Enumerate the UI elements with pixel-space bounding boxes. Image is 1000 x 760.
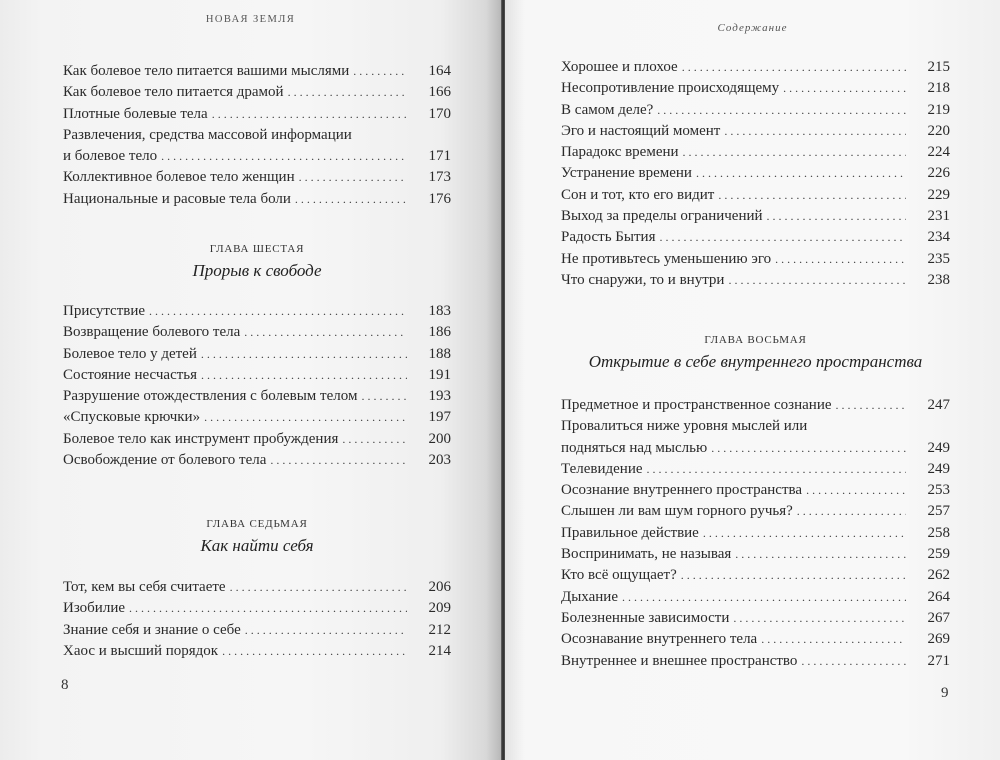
leader-dots xyxy=(361,386,407,407)
toc-entry-title: Несопротивление происходящему xyxy=(561,80,780,97)
toc-entry[interactable] xyxy=(63,450,451,471)
toc-entry-title: Правильное действие xyxy=(561,524,699,541)
toc-entry-page: 220 xyxy=(927,122,950,139)
toc-entry-page: 197 xyxy=(428,409,451,426)
toc-entry-page: 206 xyxy=(428,579,451,595)
leader-dots xyxy=(711,438,906,459)
toc-entry-title: Выход за пределы ограничений xyxy=(561,208,763,225)
toc-entry-title: Устранение времени xyxy=(561,165,692,182)
leader-dots xyxy=(761,629,906,650)
leader-dots xyxy=(728,270,906,291)
leader-dots xyxy=(201,344,407,365)
toc-entry[interactable] xyxy=(561,163,950,184)
toc-entry[interactable] xyxy=(561,227,950,248)
toc-entry-title: Как болевое тело питается драмой xyxy=(63,84,284,101)
toc-entry-title: Эго и настоящий момент xyxy=(561,122,721,139)
toc-entry[interactable] xyxy=(63,61,451,82)
toc-entry-title: Национальные и расовые тела боли xyxy=(63,190,291,207)
leader-dots xyxy=(161,146,407,167)
toc-entry-title: Парадокс времени xyxy=(561,144,679,161)
running-head-right: Содержание xyxy=(717,22,788,34)
leader-dots xyxy=(647,459,906,480)
toc-entry[interactable] xyxy=(561,270,950,291)
leader-dots xyxy=(806,480,906,501)
toc-entry-page: 200 xyxy=(428,430,451,447)
toc-entry[interactable] xyxy=(561,206,950,227)
leader-dots xyxy=(801,651,906,672)
toc-entry-title: Внутреннее и внешнее пространство xyxy=(561,652,798,669)
toc-entry-page: 231 xyxy=(927,208,950,225)
toc-entry-title: Дыхание xyxy=(561,588,618,605)
toc-entry-page: 218 xyxy=(927,80,950,97)
toc-section-ch8 xyxy=(561,395,950,672)
toc-entry-title: Изобилие xyxy=(63,600,125,617)
leader-dots xyxy=(299,167,407,188)
toc-entry-page: 234 xyxy=(927,229,950,246)
leader-dots xyxy=(201,365,407,386)
toc-entry-title: и болевое тело xyxy=(63,148,158,165)
leader-dots xyxy=(295,189,407,210)
toc-entry[interactable] xyxy=(63,104,451,125)
toc-entry-title: Разрушение отождествления с болевым телом xyxy=(63,388,358,405)
toc-entry-title: Присутствие xyxy=(63,303,146,319)
toc-entry-title: Осознание внутреннего пространства xyxy=(561,482,803,499)
toc-entry-title: Что снаружи, то и внутри xyxy=(561,271,725,288)
toc-entry-title: Слышен ли вам шум горного ручья? xyxy=(561,503,793,520)
leader-dots xyxy=(703,523,906,544)
toc-section-ch7-continued xyxy=(561,57,950,291)
chapter-7-label: ГЛАВА СЕДЬМАЯ xyxy=(206,518,308,530)
toc-entry-page: 209 xyxy=(428,600,451,617)
leader-dots xyxy=(222,641,407,662)
toc-entry-title: Сон и тот, кто его видит xyxy=(561,186,715,203)
toc-section-ch6 xyxy=(63,301,451,471)
toc-section-ch7 xyxy=(63,577,451,662)
toc-entry-page: 212 xyxy=(428,621,451,638)
leader-dots xyxy=(733,608,906,629)
toc-entry[interactable] xyxy=(63,386,451,407)
toc-entry-page: 267 xyxy=(927,609,950,626)
toc-entry-title: Осознавание внутреннего тела xyxy=(561,631,758,648)
toc-entry-page: 258 xyxy=(927,524,950,541)
toc-entry-title: Не противьтесь уменьшению эго xyxy=(561,250,772,267)
toc-entry[interactable] xyxy=(63,344,451,365)
leader-dots xyxy=(683,142,906,163)
toc-entry[interactable] xyxy=(63,620,451,641)
toc-entry-title: Тот, кем вы себя считаете xyxy=(63,579,226,595)
toc-entry[interactable] xyxy=(561,121,950,142)
leader-dots xyxy=(149,301,407,322)
chapter-8-title[interactable]: Открытие в себе внутреннего пространства xyxy=(588,352,923,371)
leader-dots xyxy=(622,587,906,608)
toc-entry-line1[interactable] xyxy=(63,125,451,146)
toc-entry-page: 188 xyxy=(428,345,451,362)
toc-entry-title: В самом деле? xyxy=(561,101,654,118)
toc-entry-title: Освобождение от болевого тела xyxy=(63,452,267,469)
chapter-6-label: ГЛАВА ШЕСТАЯ xyxy=(209,243,305,255)
leader-dots xyxy=(735,544,906,565)
toc-entry-page: 171 xyxy=(428,148,451,165)
leader-dots xyxy=(245,620,407,641)
leader-dots xyxy=(270,450,407,471)
toc-entry-page: 183 xyxy=(428,303,451,319)
toc-entry-page: 173 xyxy=(428,169,451,186)
toc-section-ch5-continued xyxy=(63,61,451,210)
toc-entry-page: 259 xyxy=(927,546,950,563)
toc-entry[interactable] xyxy=(561,249,950,270)
toc-entry-page: 229 xyxy=(927,186,950,203)
toc-entry[interactable] xyxy=(561,523,950,544)
leader-dots xyxy=(696,163,906,184)
leader-dots xyxy=(718,185,906,206)
toc-entry-page: 176 xyxy=(428,190,451,207)
leader-dots xyxy=(775,249,906,270)
toc-entry-title: подняться над мыслью xyxy=(561,439,708,456)
leader-dots xyxy=(353,61,407,82)
leader-dots xyxy=(212,104,407,125)
toc-entry-title: Знание себя и знание о себе xyxy=(63,621,241,638)
leader-dots xyxy=(342,429,407,450)
toc-entry-page: 238 xyxy=(927,271,950,288)
toc-entry[interactable] xyxy=(63,407,451,428)
page-number-right: 9 xyxy=(941,685,949,701)
toc-entry[interactable] xyxy=(63,189,451,210)
toc-entry[interactable] xyxy=(561,100,950,121)
toc-entry[interactable] xyxy=(63,365,451,386)
toc-entry[interactable] xyxy=(561,57,950,78)
toc-entry[interactable] xyxy=(63,598,451,619)
leader-dots xyxy=(129,598,407,619)
toc-entry-page: 253 xyxy=(927,482,950,499)
toc-entry-page: 226 xyxy=(927,165,950,182)
toc-entry-title: Хорошее и плохое xyxy=(561,59,678,75)
chapter-7-title[interactable]: Как найти себя xyxy=(200,536,314,555)
leader-dots xyxy=(797,501,906,522)
running-head-left: НОВАЯ ЗЕМЛЯ xyxy=(205,14,296,25)
toc-entry-page: 224 xyxy=(927,144,950,161)
toc-entry-title: Коллективное болевое тело женщин xyxy=(63,169,295,186)
toc-entry[interactable] xyxy=(561,142,950,163)
toc-entry[interactable] xyxy=(63,322,451,343)
toc-entry-page: 170 xyxy=(428,105,451,122)
toc-entry-page: 247 xyxy=(927,397,950,413)
leader-dots xyxy=(204,407,407,428)
toc-entry-page: 164 xyxy=(428,63,451,79)
leader-dots xyxy=(767,206,906,227)
leader-dots xyxy=(783,78,906,99)
toc-entry-title: Болевое тело как инструмент пробуждения xyxy=(63,430,339,447)
toc-entry-title: Провалиться ниже уровня мыслей или xyxy=(561,418,808,435)
leader-dots xyxy=(682,57,906,78)
toc-entry[interactable] xyxy=(63,301,451,322)
toc-entry[interactable] xyxy=(561,78,950,99)
toc-entry-title: Развлечения, средства массовой информации xyxy=(63,126,352,143)
toc-entry[interactable] xyxy=(561,565,950,586)
toc-entry[interactable] xyxy=(561,608,950,629)
toc-entry-page: 166 xyxy=(428,84,451,101)
toc-entry-page: 203 xyxy=(428,452,451,469)
toc-entry-page: 257 xyxy=(927,503,950,520)
toc-entry-page: 193 xyxy=(428,388,451,405)
page-number-left: 8 xyxy=(61,677,69,693)
toc-entry-title: Болевое тело у детей xyxy=(63,345,197,362)
toc-entry-title: Состояние несчастья xyxy=(63,366,198,383)
toc-entry-title: Предметное и пространственное сознание xyxy=(561,397,832,413)
toc-entry-page: 219 xyxy=(927,101,950,118)
toc-entry-page: 186 xyxy=(428,324,451,341)
leader-dots xyxy=(724,121,906,142)
toc-entry-title: Радость Бытия xyxy=(561,229,656,246)
toc-entry-title: Возвращение болевого тела xyxy=(63,324,241,341)
toc-entry-line2[interactable] xyxy=(561,438,950,459)
toc-entry-line2[interactable] xyxy=(63,146,451,167)
toc-entry[interactable] xyxy=(63,577,451,598)
toc-entry-line1[interactable] xyxy=(561,416,950,437)
toc-entry-page: 249 xyxy=(927,460,950,477)
toc-entry-title: Хаос и высший порядок xyxy=(63,642,219,659)
leader-dots xyxy=(681,565,906,586)
toc-entry[interactable] xyxy=(561,185,950,206)
toc-entry-title: Болезненные зависимости xyxy=(561,609,730,626)
toc-entry-title: Телевидение xyxy=(561,460,643,477)
toc-entry[interactable] xyxy=(561,480,950,501)
toc-entry[interactable] xyxy=(561,501,950,522)
toc-entry[interactable] xyxy=(63,429,451,450)
toc-entry[interactable] xyxy=(561,651,950,672)
toc-entry-page: 264 xyxy=(927,588,950,605)
toc-entry[interactable] xyxy=(63,82,451,103)
toc-entry-page: 215 xyxy=(927,59,950,75)
toc-entry-title: Как болевое тело питается вашими мыслями xyxy=(63,63,350,79)
toc-entry-title: Плотные болевые тела xyxy=(63,105,208,122)
toc-entry-title: «Спусковые крючки» xyxy=(63,409,201,426)
leader-dots xyxy=(836,395,907,416)
toc-entry[interactable] xyxy=(63,641,451,662)
toc-entry-title: Воспринимать, не называя xyxy=(561,546,732,563)
toc-entry-page: 214 xyxy=(428,642,451,659)
leader-dots xyxy=(288,82,407,103)
toc-entry-page: 235 xyxy=(927,250,950,267)
toc-entry-page: 262 xyxy=(927,567,950,584)
toc-entry[interactable] xyxy=(63,167,451,188)
toc-entry-page: 269 xyxy=(927,631,950,648)
leader-dots xyxy=(230,577,407,598)
toc-entry[interactable] xyxy=(561,587,950,608)
toc-entry[interactable] xyxy=(561,629,950,650)
toc-entry[interactable] xyxy=(561,395,950,416)
chapter-6-title[interactable]: Прорыв к свободе xyxy=(192,261,322,280)
leader-dots xyxy=(657,100,906,121)
toc-entry[interactable] xyxy=(561,544,950,565)
leader-dots xyxy=(659,227,906,248)
leader-dots xyxy=(244,322,407,343)
chapter-8-label: ГЛАВА ВОСЬМАЯ xyxy=(704,334,807,346)
toc-entry-page: 249 xyxy=(927,439,950,456)
toc-entry-page: 191 xyxy=(428,366,451,383)
toc-entry-page: 271 xyxy=(927,652,950,669)
toc-entry[interactable] xyxy=(561,459,950,480)
toc-entry-title: Кто всё ощущает? xyxy=(561,567,677,584)
right-page xyxy=(505,0,1000,760)
